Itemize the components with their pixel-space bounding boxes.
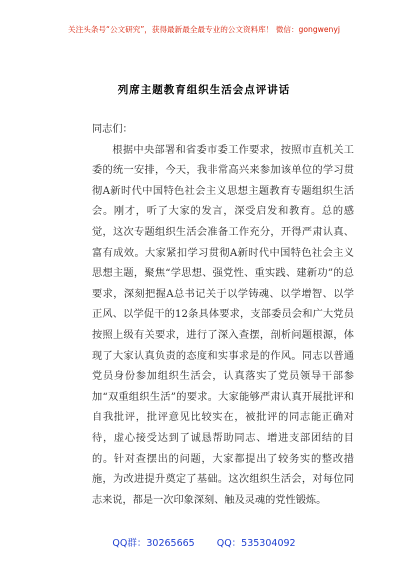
top-banner: 关注头条号“公文研究”，获得最新最全最专业的公文资料库！ 微信：gongwenyj <box>68 25 340 34</box>
body-paragraph: 根据中央部署和省委市委工作要求，按照市直机关工委的统一安排，今天，我非常高兴来参加该单位的学习贯彻A新时代中国特色社会主义思想主题教育专题组织生活会。刚才，听了大家的发言，深受启发和教育。总的感觉，这次专题组织生活会准备工作充分，开得严肃认真、富有成效。大家紧扣学习贯彻A新时代中国特色社会主义思想主题，聚焦“学思想、强党性、重实践、建新功”的总要求，深刻把握A总书记关于以学铸魂、以学增智、以学正风、以学促干的12条具体要求，支部委员会和广大党员按照上级有关要求，进行了深入查摆，剖析问题根源，体现了大家认真负责的态度和实事求是的作风。同志以普通党员身份参加组织生活会，认真落实了党员领导干部参加“双重组织生活”的要求。大家能够严肃认真开展批评和自我批评，批评意见比较实在，被批评的同志能正确对待，虚心接受达到了诚恳帮助同志、增进支部团结的目的。针对查摆出的问题，大家都提出了较务实的整改措施，为改进提升奠定了基础。这次组织生活会，对每位同志来说，都是一次印象深刻、触及灵魂的党性锻炼。 <box>92 144 354 506</box>
qq-number: QQ：535304092 <box>216 538 296 549</box>
greeting: 同志们： <box>92 124 133 135</box>
document-body <box>92 120 354 511</box>
qq-group-number: QQ群：30265665 <box>112 538 195 549</box>
footer-contact <box>0 535 408 549</box>
document-title: 列席主题教育组织生活会点评讲话 <box>117 84 291 96</box>
